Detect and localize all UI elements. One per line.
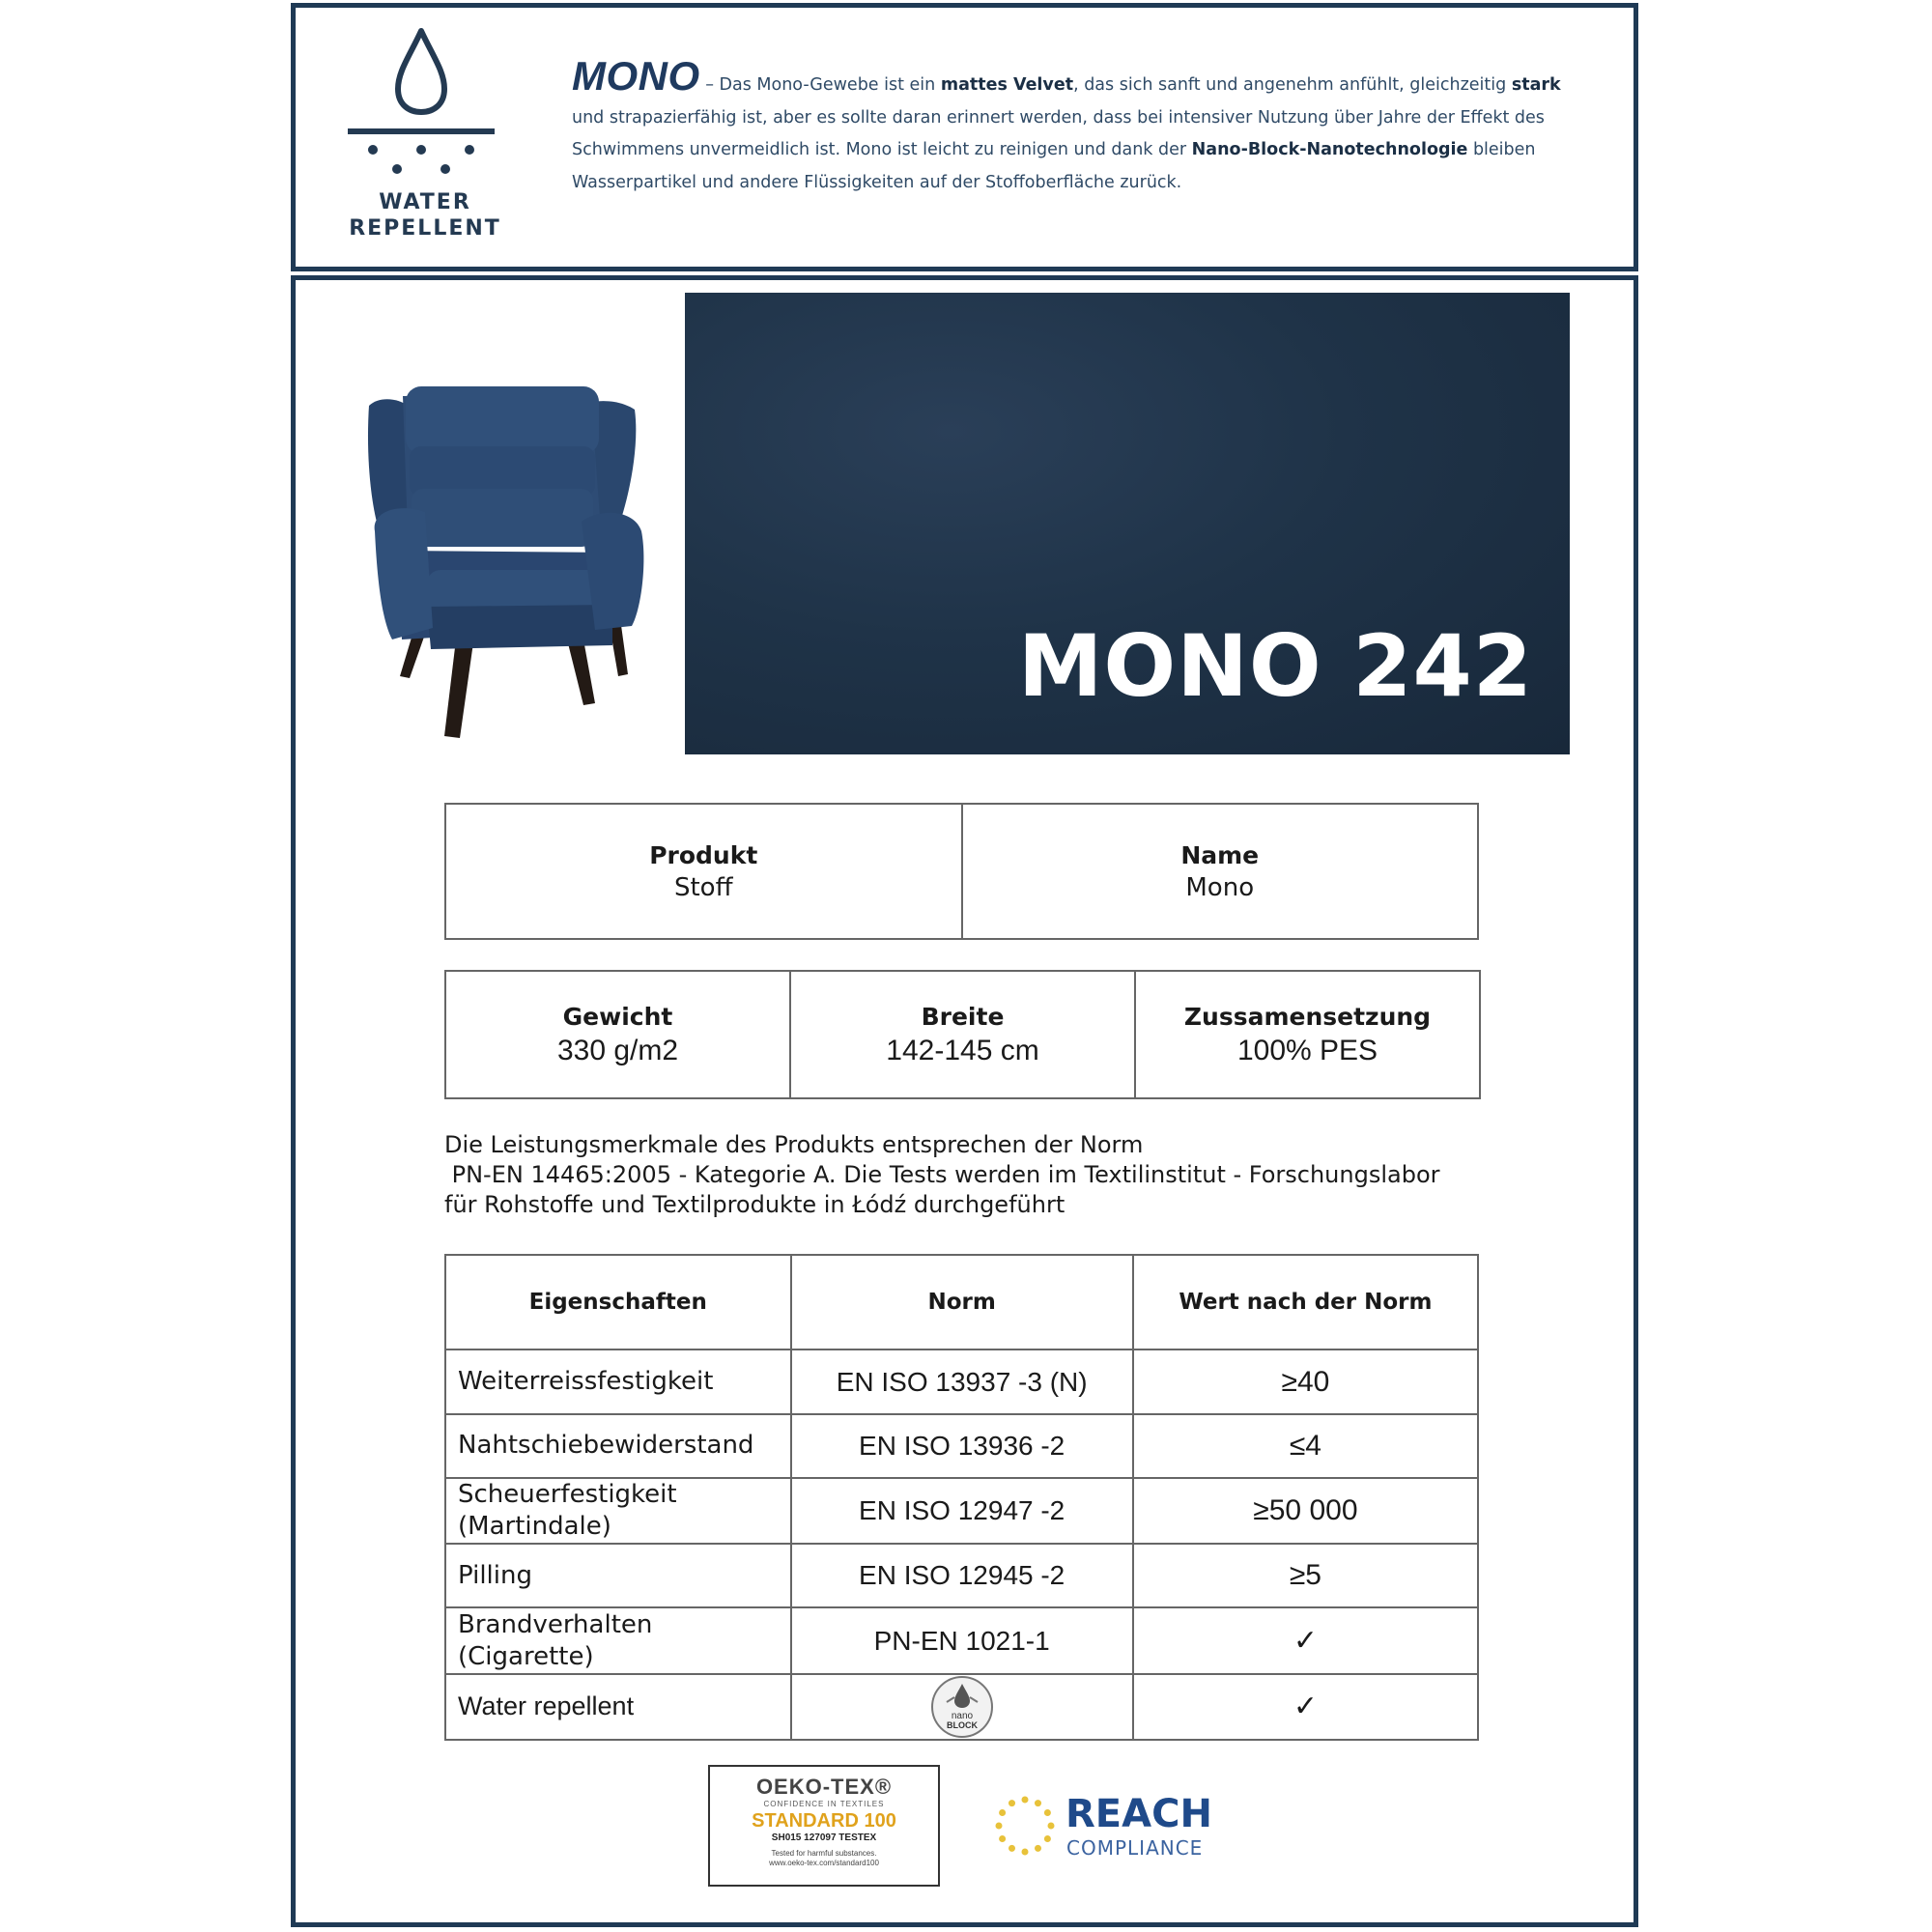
property-cell: Scheuerfestigkeit (Martindale) xyxy=(445,1478,791,1544)
property-cell: Nahtschiebewiderstand xyxy=(445,1414,791,1478)
name-value: Mono xyxy=(1185,872,1255,902)
value-cell: ≥5 xyxy=(1133,1544,1478,1607)
swatch-title: MONO 242 xyxy=(1017,616,1533,716)
weight-value: 330 g/m2 xyxy=(556,1034,679,1066)
value-cell: ≤4 xyxy=(1133,1414,1478,1478)
eu-stars-icon xyxy=(993,1794,1057,1858)
table-row xyxy=(445,1544,1478,1607)
composition-label: Zussamensetzung xyxy=(1183,1002,1432,1031)
svg-text:nano: nano xyxy=(951,1710,973,1721)
armchair-image xyxy=(359,386,668,744)
value-cell: ≥50 000 xyxy=(1133,1478,1478,1544)
reach-compliance-logo: REACH COMPLIANCE xyxy=(993,1792,1225,1860)
water-repellent-label: WATER REPELLENT xyxy=(349,190,501,241)
composition-value: 100% PES xyxy=(1236,1034,1378,1066)
table-row xyxy=(445,1478,1478,1544)
fabric-spec-table xyxy=(444,970,1481,1099)
norm-cell: EN ISO 13937 -3 (N) xyxy=(791,1350,1133,1413)
svg-text:BLOCK: BLOCK xyxy=(946,1719,978,1730)
norm-cell: PN-EN 1021-1 xyxy=(791,1607,1133,1673)
header-value: Wert nach der Norm xyxy=(1133,1255,1478,1350)
oeko-tex-logo: OEKO-TEX® CONFIDENCE IN TEXTILES STANDARD 100 SH015 127097 TESTEX Tested for harmful substances. www.oeko-tex.com/standard100 xyxy=(708,1765,940,1887)
fabric-swatch xyxy=(685,293,1570,754)
header-divider xyxy=(291,267,1638,280)
name-label: Name xyxy=(1180,840,1260,869)
width-value: 142-145 cm xyxy=(886,1034,1039,1066)
header-properties: Eigenschaften xyxy=(445,1255,791,1350)
value-cell: ≥40 xyxy=(1133,1350,1478,1413)
property-cell: Pilling xyxy=(445,1544,791,1607)
table-row xyxy=(445,1350,1478,1413)
property-cell: Weiterreissfestigkeit xyxy=(445,1350,791,1413)
table-row xyxy=(445,1607,1478,1673)
properties-table xyxy=(444,1254,1479,1741)
value-cell: ✓ xyxy=(1133,1674,1478,1740)
property-cell: Water repellent xyxy=(445,1674,791,1740)
brand-name: MONO xyxy=(572,53,700,99)
property-cell: Brandverhalten (Cigarette) xyxy=(445,1607,791,1673)
product-label: Produkt xyxy=(649,840,758,869)
product-value: Stoff xyxy=(673,872,733,902)
name-cell xyxy=(962,804,1479,939)
product-name-table xyxy=(444,803,1479,940)
intro-text: MONO – Das Mono-Gewebe ist ein mattes Velvet, das sich sanft und angenehm anfühlt, gleichzeitig stark und strapazierfähig ist, aber es sollte daran erinnert werden, dass bei intensiver Nutzung über Jahre der Effekt des Schwimmens unvermeidlich ist. Mono ist leicht zu reinigen und dank der Nano-Block-Nanotechnologie bleiben Wasserpartikel und andere Flüssigkeiten auf der Stoffoberfläche zurück. xyxy=(572,53,1561,192)
norm-cell: EN ISO 12945 -2 xyxy=(791,1544,1133,1607)
width-label: Breite xyxy=(921,1002,1005,1031)
weight-cell xyxy=(445,971,790,1098)
weight-label: Gewicht xyxy=(562,1002,673,1031)
value-cell: ✓ xyxy=(1133,1607,1478,1673)
width-cell xyxy=(790,971,1135,1098)
norm-cell: EN ISO 12947 -2 xyxy=(791,1478,1133,1544)
product-cell xyxy=(445,804,962,939)
header-norm: Norm xyxy=(791,1255,1133,1350)
nano-block-icon xyxy=(930,1675,994,1739)
norm-statement: Die Leistungsmerkmale des Produkts entsprechen der Norm PN-EN 14465:2005 - Kategorie A. Die Tests werden im Textilinstitut - Forschungslabor für Rohstoffe und Textilprodukte in Łódź durchgeführt xyxy=(444,1131,1440,1218)
norm-cell: EN ISO 13936 -2 xyxy=(791,1414,1133,1478)
norm-cell xyxy=(791,1674,1133,1740)
composition-cell xyxy=(1135,971,1480,1098)
table-row xyxy=(445,1674,1478,1740)
table-row xyxy=(445,1414,1478,1478)
